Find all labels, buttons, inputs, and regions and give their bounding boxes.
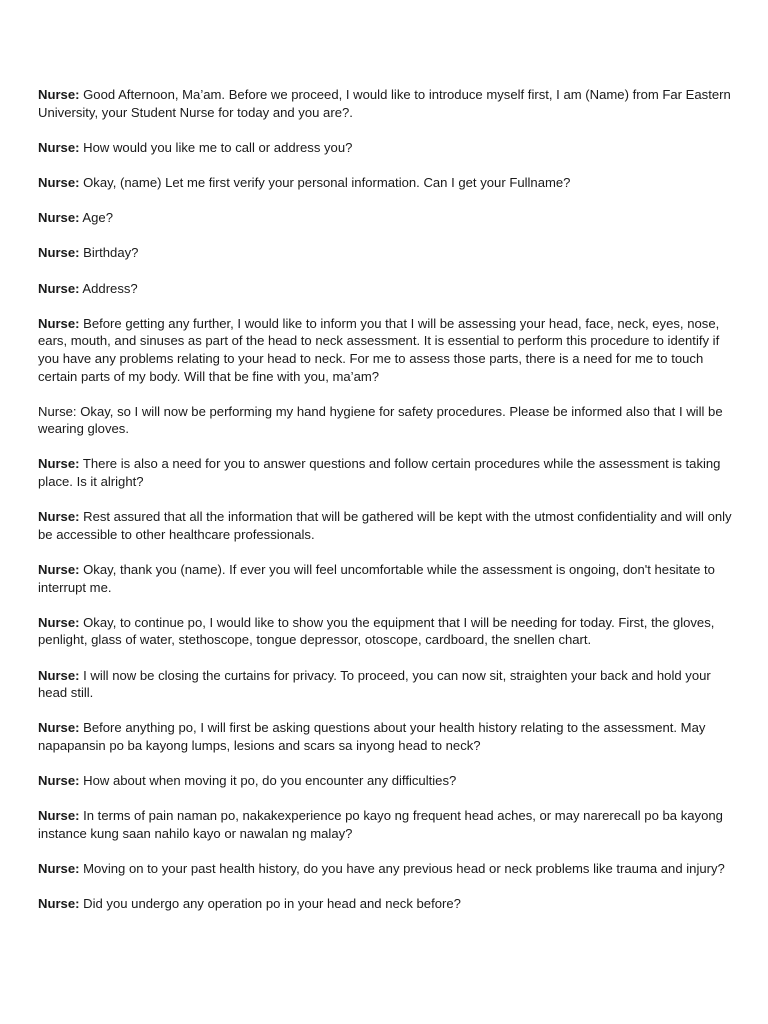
speaker-label: Nurse:: [38, 720, 80, 736]
speaker-label: Nurse:: [38, 861, 80, 877]
dialogue-text: Okay, thank you (name). If ever you will feel uncomfortable while the assessment is ongoing, don't hesitate to interrupt me.: [38, 562, 715, 595]
dialogue-text: Before anything po, I will first be asking questions about your health history relating to the assessment. May napapansin po ba kayong lumps, lesions and scars sa inyong head to neck?: [38, 720, 706, 753]
speaker-label: Nurse:: [38, 896, 80, 912]
speaker-label: Nurse:: [38, 280, 80, 296]
speaker-label: Nurse:: [38, 315, 80, 331]
dialogue-text: Moving on to your past health history, do you have any previous head or neck problems like trauma and injury?: [79, 861, 725, 877]
dialogue-text: Good Afternoon, Ma’am. Before we proceed, I would like to introduce myself first, I am (Name) from Far Eastern University, your Student Nurse for today and you are?.: [38, 87, 731, 120]
dialogue-text: Did you undergo any operation po in your head and neck before?: [79, 896, 461, 912]
speaker-label: Nurse:: [38, 245, 80, 261]
speaker-label: Nurse:: [38, 403, 77, 419]
dialogue-paragraph: [38, 895, 740, 913]
dialogue-paragraph: [38, 772, 740, 790]
dialogue-paragraph: [38, 174, 740, 192]
dialogue-text: I will now be closing the curtains for privacy. To proceed, you can now sit, straighten your back and hold your head still.: [38, 667, 711, 701]
dialogue-script: [38, 86, 740, 931]
dialogue-text: Birthday?: [79, 245, 139, 261]
dialogue-paragraph: [38, 403, 740, 438]
dialogue-text: Address?: [79, 280, 138, 296]
speaker-label: Nurse:: [38, 456, 80, 472]
speaker-label: Nurse:: [38, 509, 80, 525]
speaker-label: Nurse:: [38, 614, 80, 630]
speaker-label: Nurse:: [38, 773, 80, 789]
dialogue-text: Okay, so I will now be performing my hand hygiene for safety procedures. Please be informed also that I will be wearing gloves.: [38, 403, 723, 437]
speaker-label: Nurse:: [38, 808, 80, 824]
dialogue-paragraph: [38, 455, 740, 490]
dialogue-text: Rest assured that all the information that will be gathered will be kept with the utmost confidentiality and will only be accessible to other healthcare professionals.: [38, 509, 732, 542]
dialogue-text: Before getting any further, I would like to inform you that I will be assessing your head, face, neck, eyes, nose, ears, mouth, and sinuses as part of the head to neck assessment. It is essential to perform this procedure to identify if you have any problems relating to your head to neck. For me to assess those parts, there is a need for me to touch certain parts of my body. Will that be fine with you, ma’am?: [38, 315, 720, 384]
speaker-label: Nurse:: [38, 210, 80, 226]
dialogue-paragraph: [38, 719, 740, 754]
dialogue-text: Age?: [79, 210, 113, 226]
dialogue-paragraph: [38, 244, 740, 262]
dialogue-text: Okay, to continue po, I would like to show you the equipment that I will be needing for today. First, the gloves, penlight, glass of water, stethoscope, tongue depressor, otoscope, cardboard, the snellen chart.: [38, 614, 715, 648]
speaker-label: Nurse:: [38, 87, 80, 102]
speaker-label: Nurse:: [38, 139, 80, 155]
dialogue-text: There is also a need for you to answer questions and follow certain procedures while the assessment is taking place. Is it alright?: [38, 456, 721, 490]
dialogue-text: In terms of pain naman po, nakakexperience po kayo ng frequent head aches, or may narerecall po ba kayong instance kung saan nahilo kayo or nawalan ng malay?: [38, 808, 723, 841]
dialogue-paragraph: [38, 315, 740, 385]
speaker-label: Nurse:: [38, 174, 80, 190]
dialogue-text: Okay, (name) Let me first verify your personal information. Can I get your Fullname?: [79, 174, 571, 190]
dialogue-paragraph: [38, 280, 740, 298]
dialogue-paragraph: [38, 561, 740, 596]
dialogue-text: How about when moving it po, do you encounter any difficulties?: [79, 773, 457, 789]
dialogue-paragraph: [38, 807, 740, 842]
dialogue-paragraph: [38, 508, 740, 543]
dialogue-paragraph: [38, 86, 740, 121]
dialogue-paragraph: [38, 209, 740, 227]
dialogue-paragraph: [38, 139, 740, 157]
dialogue-paragraph: [38, 860, 740, 878]
dialogue-paragraph: [38, 614, 740, 649]
dialogue-paragraph: [38, 667, 740, 702]
speaker-label: Nurse:: [38, 562, 80, 578]
speaker-label: Nurse:: [38, 667, 80, 683]
dialogue-text: How would you like me to call or address you?: [79, 139, 353, 155]
